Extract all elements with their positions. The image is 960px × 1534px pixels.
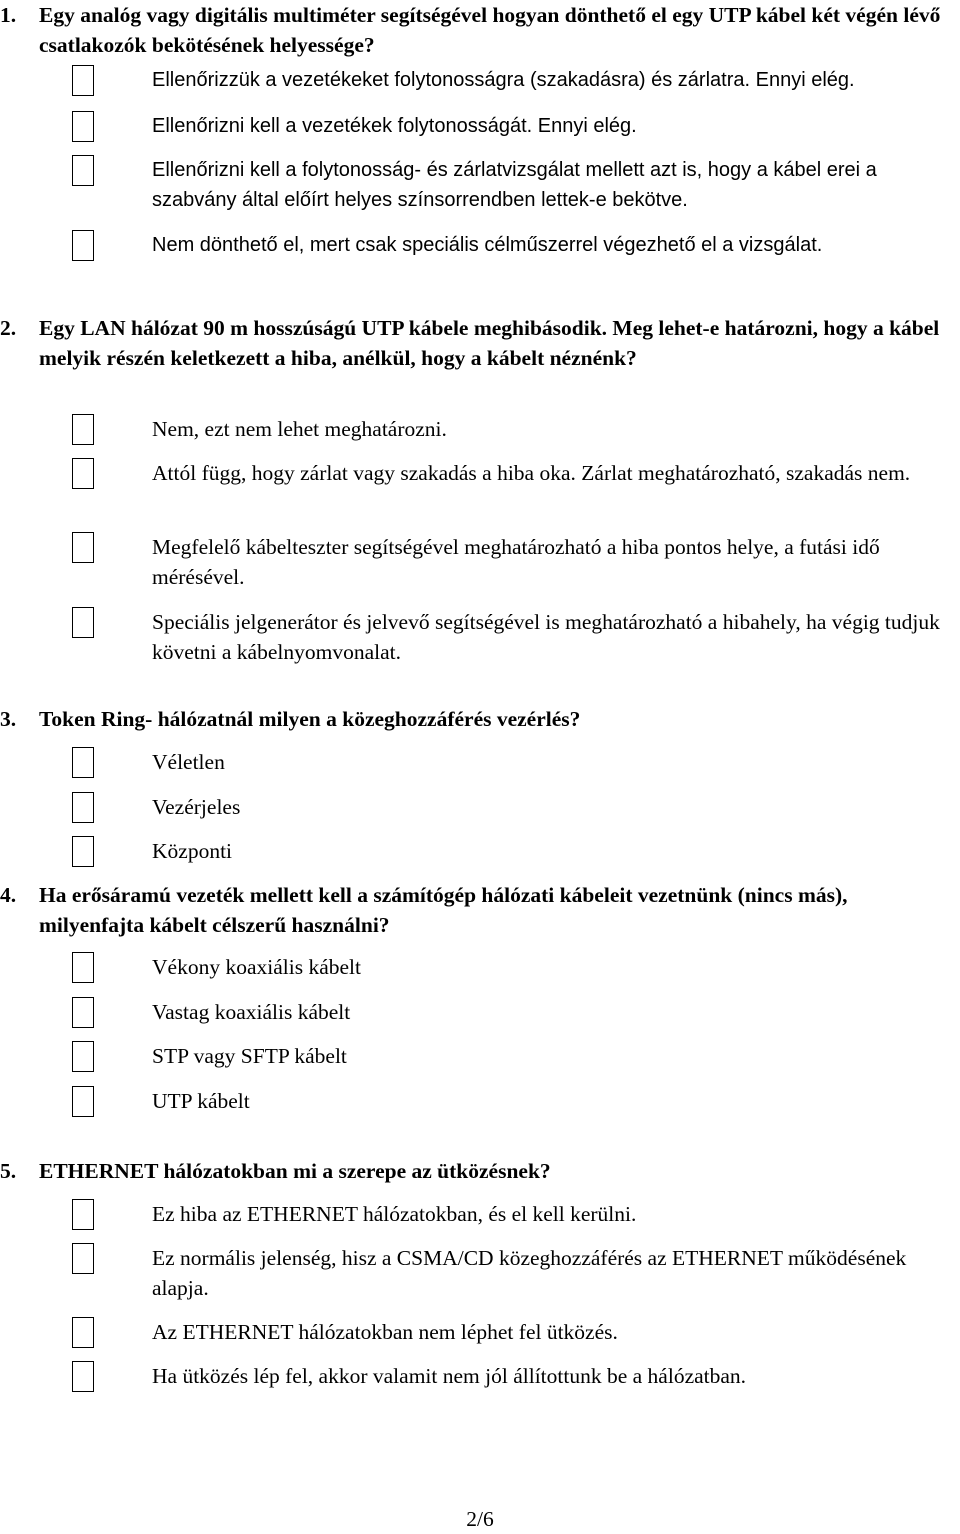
question-4-option-4 (72, 1086, 957, 1116)
question-2-option-1 (72, 414, 957, 444)
option-label: Vastag koaxiális kábelt (152, 1000, 351, 1024)
option-label: Központi (152, 839, 233, 863)
question-3-number: 3. (0, 707, 17, 731)
option-label: Ez hiba az ETHERNET hálózatokban, és el kell kerülni. (152, 1202, 637, 1226)
question-1-title (0, 0, 950, 60)
answer-checkbox[interactable] (72, 1086, 94, 1117)
option-label: Ellenőrizni kell a folytonosság- és zárlatvizsgálat mellett azt is, hogy a kábel erei a szabvány által előírt helyes színsorrendben lettek-e bekötve. (152, 159, 877, 211)
question-5-title (0, 1156, 950, 1186)
option-label: STP vagy SFTP kábelt (152, 1044, 347, 1068)
question-1-option-3 (72, 155, 957, 215)
option-label: Ellenőrizni kell a vezetékek folytonosságát. Ennyi elég. (152, 115, 637, 137)
question-1-number: 1. (0, 3, 17, 27)
question-1-option-1 (72, 65, 957, 95)
page-number: 2/6 (466, 1507, 494, 1531)
option-label: Megfelelő kábelteszter segítségével meghatározható a hiba pontos helye, a futási idő mérésével. (152, 535, 880, 589)
question-2-option-3 (72, 532, 957, 592)
answer-checkbox[interactable] (72, 1243, 94, 1274)
answer-checkbox[interactable] (72, 65, 94, 96)
question-2-option-2 (72, 458, 957, 488)
answer-checkbox[interactable] (72, 458, 94, 489)
question-1-option-4 (72, 230, 957, 260)
question-5-text: ETHERNET hálózatokban mi a szerepe az ütközésnek? (39, 1159, 551, 1183)
answer-checkbox[interactable] (72, 1317, 94, 1348)
answer-checkbox[interactable] (72, 1199, 94, 1230)
question-2-number: 2. (0, 316, 17, 340)
answer-checkbox[interactable] (72, 792, 94, 823)
answer-checkbox[interactable] (72, 997, 94, 1028)
question-4-option-3 (72, 1041, 957, 1071)
answer-checkbox[interactable] (72, 836, 94, 867)
answer-checkbox[interactable] (72, 952, 94, 983)
option-label: Az ETHERNET hálózatokban nem léphet fel ütközés. (152, 1320, 618, 1344)
option-label: Nem, ezt nem lehet meghatározni. (152, 417, 447, 441)
question-3-title (0, 704, 950, 734)
option-label: Ellenőrizzük a vezetékeket folytonosságra (szakadásra) és zárlatra. Ennyi elég. (152, 69, 855, 91)
question-5-option-4 (72, 1361, 957, 1391)
answer-checkbox[interactable] (72, 1361, 94, 1392)
question-2-text: Egy LAN hálózat 90 m hosszúságú UTP kábele meghibásodik. Meg lehet-e határozni, hogy a kábel melyik részén keletkezett a hiba, anélkül, hogy a kábelt néznénk? (39, 316, 940, 370)
question-1-text: Egy analóg vagy digitális multiméter segítségével hogyan dönthető el egy UTP kábel két végén lévő csatlakozók bekötésének helyessége? (39, 3, 941, 57)
option-label: Vezérjeles (152, 795, 241, 819)
answer-checkbox[interactable] (72, 414, 94, 445)
question-5-option-1 (72, 1199, 957, 1229)
question-4-text: Ha erősáramú vezeték mellett kell a számítógép hálózati kábeleit vezetnünk (nincs más), milyenfajta kábelt célszerű használni? (39, 883, 848, 937)
question-4-option-2 (72, 997, 957, 1027)
question-2-title (0, 313, 950, 373)
answer-checkbox[interactable] (72, 155, 94, 186)
question-3-option-1 (72, 747, 957, 777)
question-3-option-2 (72, 792, 957, 822)
option-label: Véletlen (152, 750, 225, 774)
option-label: UTP kábelt (152, 1089, 250, 1113)
option-label: Ez normális jelenség, hisz a CSMA/CD közeghozzáférés az ETHERNET működésének alapja. (152, 1246, 907, 1300)
option-label: Nem dönthető el, mert csak speciális célműszerrel végezhető el a vizsgálat. (152, 234, 823, 256)
question-5-option-2 (72, 1243, 957, 1303)
question-2-option-4 (72, 607, 957, 667)
answer-checkbox[interactable] (72, 747, 94, 778)
option-label: Speciális jelgenerátor és jelvevő segítségével is meghatározható a hibahely, ha végig tudjuk követni a kábelnyomvonalat. (152, 610, 940, 664)
answer-checkbox[interactable] (72, 230, 94, 261)
option-label: Attól függ, hogy zárlat vagy szakadás a hiba oka. Zárlat meghatározható, szakadás nem. (152, 461, 911, 485)
question-4-option-1 (72, 952, 957, 982)
question-5-option-3 (72, 1317, 957, 1347)
answer-checkbox[interactable] (72, 111, 94, 142)
answer-checkbox[interactable] (72, 532, 94, 563)
answer-checkbox[interactable] (72, 607, 94, 638)
question-3-option-3 (72, 836, 957, 866)
question-1-option-2 (72, 111, 957, 141)
question-3-text: Token Ring- hálózatnál milyen a közeghozzáférés vezérlés? (39, 707, 581, 731)
question-4-title (0, 880, 950, 940)
question-5-number: 5. (0, 1159, 17, 1183)
option-label: Ha ütközés lép fel, akkor valamit nem jól állítottunk be a hálózatban. (152, 1364, 747, 1388)
question-4-number: 4. (0, 883, 17, 907)
answer-checkbox[interactable] (72, 1041, 94, 1072)
option-label: Vékony koaxiális kábelt (152, 955, 361, 979)
